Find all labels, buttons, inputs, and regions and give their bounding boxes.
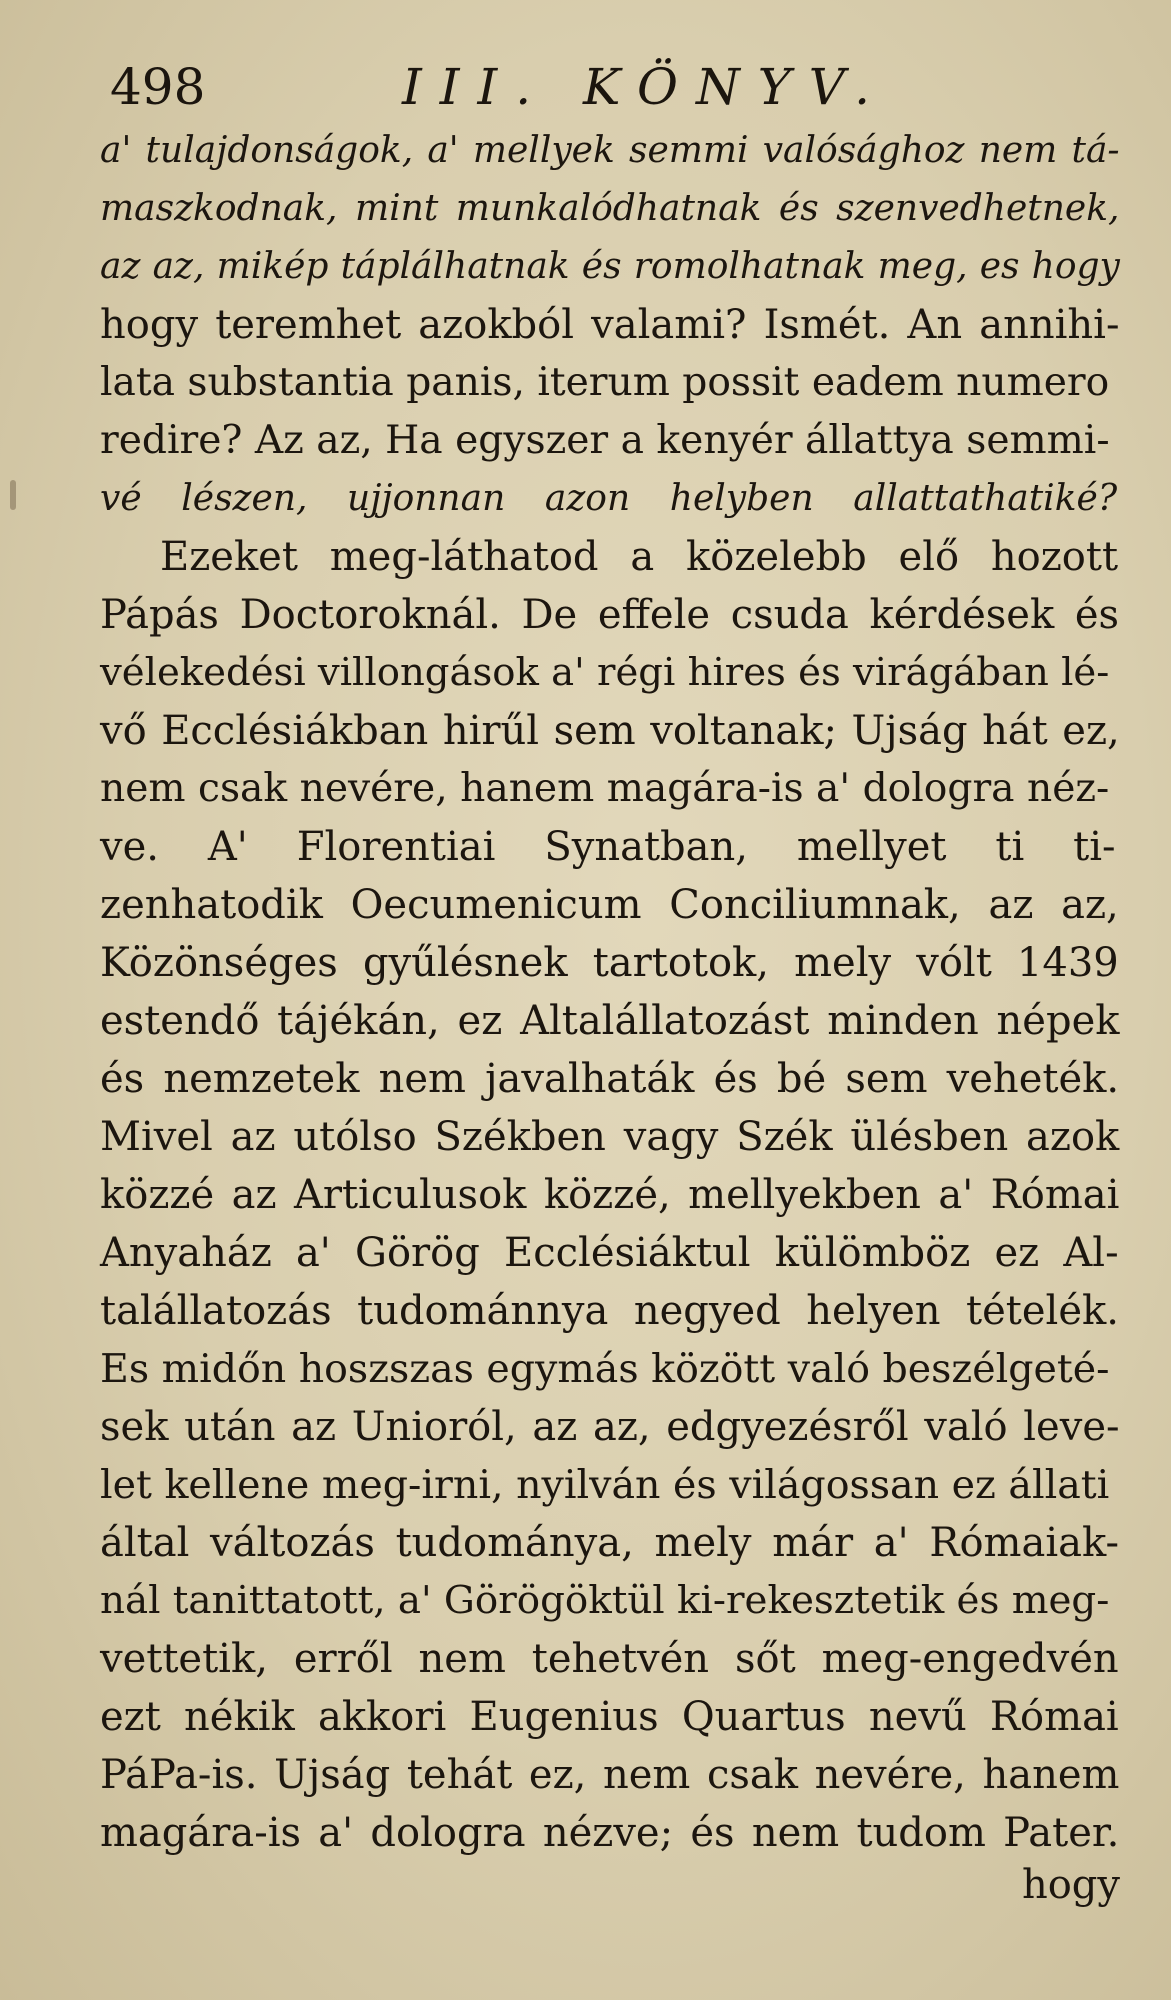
text-line: talállatozás tudománnya negyed helyen tételék. — [100, 1288, 1119, 1334]
text-line: Mivel az utólso Székben vagy Szék ülésben azok — [100, 1114, 1120, 1160]
paragraph-start-line: Ezeket meg-láthatod a közelebb elő hozott — [160, 534, 1119, 580]
text-line: Anyaház a' Görög Ecclésiáktul külömböz ez Al- — [100, 1230, 1119, 1276]
text-line: közzé az Articulusok közzé, mellyekben a' Római — [100, 1172, 1120, 1218]
text-line: vélekedési villongások a' régi hires és virágában lé- — [100, 650, 1110, 695]
text-line: let kellene meg-irni, nyilván és világossan ez állati — [100, 1462, 1110, 1508]
page-header — [110, 58, 1110, 128]
text-line: és nemzetek nem javalhaták és bé sem veheték. — [100, 1056, 1120, 1102]
running-head: III. KÖNYV. — [402, 58, 889, 116]
text-line: PáPa-is. Ujság tehát ez, nem csak nevére, hanem — [100, 1752, 1120, 1798]
text-line: vettetik, erről nem tehetvén sőt meg-engedvén — [100, 1636, 1119, 1682]
text-line: ve. A' Florentiai Synatban, mellyet ti ti- — [100, 824, 1116, 870]
text-line: hogy teremhet azokból valami? Ismét. An annihi- — [100, 302, 1120, 348]
catchword: hogy — [1021, 1862, 1120, 1908]
text-line: nál tanittatott, a' Görögöktül ki-rekesztetik és meg- — [100, 1578, 1110, 1623]
text-line: az az, mikép táplálhatnak és romolhatnak meg, es hogy — [100, 246, 1120, 287]
text-line: Közönséges gyűlésnek tartotok, mely vólt 1439 — [100, 940, 1119, 986]
text-line: zenhatodik Oecumenicum Conciliumnak, az az, — [100, 882, 1119, 928]
text-line: nem csak nevére, hanem magára-is a' dologra néz- — [100, 766, 1110, 811]
text-line: estendő tájékán, ez Altalállatozást minden népek — [100, 998, 1120, 1044]
page-number: 498 — [110, 58, 206, 116]
text-line: által változás tudománya, mely már a' Rómaiak- — [100, 1520, 1120, 1566]
text-line: sek után az Unioról, az az, edgyezésről való leve- — [100, 1404, 1120, 1450]
text-line: vé lészen, ujjonnan azon helyben allattathatiké? — [100, 478, 1118, 519]
text-line: ezt nékik akkori Eugenius Quartus nevű Római — [100, 1694, 1119, 1740]
ink-blot — [10, 480, 16, 510]
text-line: redire? Az az, Ha egyszer a kenyér állattya semmi- — [100, 418, 1110, 463]
text-line: Es midőn hoszszas egymás között való beszélgeté- — [100, 1346, 1110, 1392]
text-line: Pápás Doctoroknál. De effele csuda kérdések és — [100, 592, 1120, 638]
text-line: a' tulajdonságok, a' mellyek semmi valósághoz nem tá- — [100, 130, 1120, 171]
text-line: vő Ecclésiákban hirűl sem voltanak; Ujság hát ez, — [100, 708, 1120, 754]
text-line: magára-is a' dologra nézve; és nem tudom Pater. — [100, 1810, 1120, 1856]
text-line: lata substantia panis, iterum possit eadem numero — [100, 360, 1110, 405]
text-line: maszkodnak, mint munkalódhatnak és szenvedhetnek, — [100, 188, 1120, 229]
